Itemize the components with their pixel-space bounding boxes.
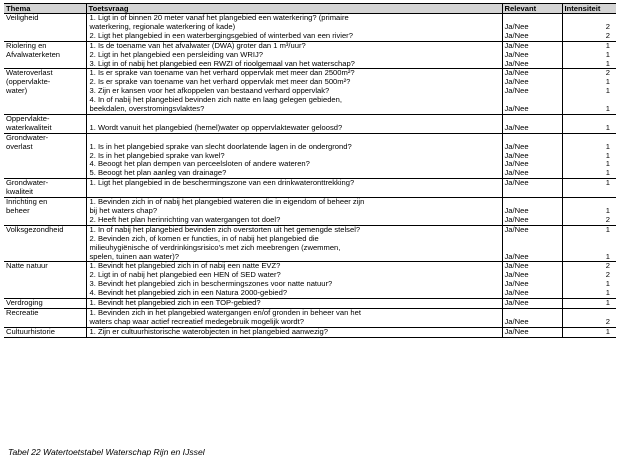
- thema-cell: [4, 198, 86, 226]
- intensiteit-value: 1: [605, 288, 610, 298]
- relevant-cell: [502, 179, 562, 198]
- thema-label: Recreatie: [6, 307, 39, 317]
- relevant-cell: [502, 299, 562, 309]
- thema-label: (oppervlakte-: [6, 77, 51, 87]
- table-caption: Tabel 22 Watertoetstabel Waterschap Rijn en IJssel: [8, 447, 205, 457]
- relevant-cell: [502, 41, 562, 69]
- intensiteit-value: 2: [605, 214, 610, 224]
- question-line: 2. Is er sprake van toename van het verhard oppervlak met meer dan 500m²?: [89, 77, 351, 87]
- thema-label: Verdroging: [6, 298, 43, 308]
- blank-line: [565, 198, 611, 207]
- relevant-value: Ja/Nee: [504, 251, 529, 261]
- question-line: 4. Beoogt het plan dempen van perceelsloten of andere wateren?: [89, 159, 310, 169]
- intensiteit-value: 1: [605, 122, 610, 132]
- relevant-value: Ja/Nee: [504, 68, 529, 78]
- relevant-value: Ja/Nee: [504, 326, 529, 336]
- table-row: [4, 69, 616, 115]
- question-line: 2. Is in het plangebied sprake van kwel?: [89, 150, 225, 160]
- thema-label: waterkwaliteit: [6, 122, 52, 132]
- blank-line: [565, 14, 611, 23]
- question-line: 2. Ligt in of nabij het plangebied een HEN of SED water?: [89, 270, 281, 280]
- thema-label: Oppervlakte-: [6, 113, 50, 123]
- header-intensiteit: Intensiteit: [562, 4, 616, 14]
- thema-label: Inrichting en: [6, 197, 48, 207]
- relevant-value: Ja/Nee: [504, 224, 529, 234]
- table-row: [4, 14, 616, 42]
- relevant-cell: [502, 308, 562, 327]
- intensiteit-cell: [562, 225, 616, 262]
- intensiteit-cell: [562, 114, 616, 133]
- table-row: [4, 225, 616, 262]
- toetsvraag-cell: [86, 308, 502, 327]
- relevant-value: Ja/Nee: [504, 261, 529, 271]
- toetsvraag-cell: [86, 69, 502, 115]
- relevant-value: Ja/Nee: [504, 21, 529, 31]
- intensiteit-value: 1: [605, 86, 610, 96]
- intensiteit-value: 1: [605, 104, 610, 114]
- header-toetsvraag: Toetsvraag: [86, 4, 502, 14]
- thema-cell: [4, 14, 86, 42]
- blank-line: [505, 235, 560, 244]
- toetsvraag-cell: [86, 179, 502, 198]
- intensiteit-cell: [562, 133, 616, 179]
- thema-label: Natte natuur: [6, 261, 48, 271]
- intensiteit-value: 1: [605, 77, 610, 87]
- toetsvraag-cell: [86, 225, 502, 262]
- thema-label: kwaliteit: [6, 187, 34, 197]
- intensiteit-value: 2: [605, 316, 610, 326]
- relevant-cell: [502, 327, 562, 337]
- question-line: waters chap waar actief recreatief medegebruik mogelijk wordt?: [89, 316, 304, 326]
- table-row: [4, 114, 616, 133]
- intensiteit-value: 1: [605, 298, 610, 308]
- thema-label: Grondwater-: [6, 178, 49, 188]
- intensiteit-cell: [562, 41, 616, 69]
- question-line: 5. Beoogt het plan aanleg van drainage?: [89, 168, 227, 178]
- toetsvraag-cell: [86, 133, 502, 179]
- question-line: 1. Bevinden zich in het plangebied watergangen en/of gronden in beheer van het: [89, 307, 361, 317]
- document-page: [4, 3, 616, 457]
- thema-label: Grondwater-: [6, 132, 49, 142]
- relevant-value: Ja/Nee: [504, 122, 529, 132]
- thema-cell: [4, 299, 86, 309]
- relevant-value: Ja/Nee: [504, 40, 529, 50]
- question-line: 1. Is de toename van het afvalwater (DWA) groter dan 1 m³/uur?: [89, 40, 306, 50]
- toetsvraag-cell: [86, 114, 502, 133]
- intensiteit-value: 2: [605, 30, 610, 40]
- relevant-value: Ja/Nee: [504, 178, 529, 188]
- relevant-value: Ja/Nee: [504, 206, 529, 215]
- relevant-value: Ja/Nee: [504, 279, 529, 289]
- relevant-cell: [502, 69, 562, 115]
- question-line: 2. Heeft het plan herinrichting van watergangen tot doel?: [89, 214, 281, 224]
- question-line: beekdalen, overstromingsvlaktes?: [89, 104, 205, 114]
- relevant-cell: [502, 198, 562, 226]
- toetsvraag-cell: [86, 262, 502, 299]
- header-thema: Thema: [4, 4, 86, 14]
- intensiteit-cell: [562, 179, 616, 198]
- thema-cell: [4, 69, 86, 115]
- relevant-value: Ja/Nee: [504, 288, 529, 298]
- question-line: milieuhygiënische of verdrinkingsrisico's met zich meebrengen (zwemmen,: [89, 242, 341, 252]
- intensiteit-value: 1: [605, 159, 610, 169]
- relevant-value: Ja/Nee: [504, 141, 529, 151]
- thema-cell: [4, 262, 86, 299]
- relevant-value: Ja/Nee: [504, 86, 529, 96]
- question-line: 1. Bevindt het plangebied zich in een TOP-gebied?: [89, 298, 261, 308]
- intensiteit-cell: [562, 327, 616, 337]
- relevant-value: Ja/Nee: [504, 77, 529, 87]
- thema-label: Wateroverlast: [6, 68, 53, 78]
- toetsvraag-cell: [86, 299, 502, 309]
- relevant-value: Ja/Nee: [504, 30, 529, 40]
- intensiteit-cell: [562, 69, 616, 115]
- thema-cell: [4, 114, 86, 133]
- question-line: 1. Is er sprake van toename van het verhard oppervlak met meer dan 2500m²?: [89, 68, 355, 78]
- thema-label: beheer: [6, 206, 30, 216]
- thema-cell: [4, 308, 86, 327]
- intensiteit-value: 2: [605, 68, 610, 78]
- thema-label: Riolering en: [6, 40, 47, 50]
- relevant-value: Ja/Nee: [504, 298, 529, 308]
- table-row: [4, 198, 616, 226]
- table-row: [4, 133, 616, 179]
- intensiteit-value: 2: [605, 261, 610, 271]
- toetsvraag-cell: [86, 41, 502, 69]
- intensiteit-value: 1: [605, 168, 610, 178]
- table-body: [4, 14, 616, 338]
- intensiteit-value: 1: [605, 40, 610, 50]
- table-header-row: [4, 4, 616, 14]
- relevant-value: Ja/Nee: [504, 316, 529, 326]
- intensiteit-value: 1: [605, 224, 610, 234]
- intensiteit-value: 1: [605, 58, 610, 68]
- question-line: spelen, tuinen aan water)?: [89, 251, 179, 261]
- thema-cell: [4, 327, 86, 337]
- question-line: 1. Ligt in of binnen 20 meter vanaf het plangebied een waterkering? (primaire: [89, 13, 349, 22]
- intensiteit-cell: [562, 198, 616, 226]
- intensiteit-value: 1: [605, 141, 610, 151]
- relevant-cell: [502, 225, 562, 262]
- thema-cell: [4, 133, 86, 179]
- thema-label: overlast: [6, 141, 33, 151]
- toetsvraag-cell: [86, 198, 502, 226]
- table-row: [4, 41, 616, 69]
- thema-cell: [4, 225, 86, 262]
- header-relevant: Relevant: [502, 4, 562, 14]
- intensiteit-value: 1: [605, 178, 610, 188]
- question-line: 2. Bevinden zich, of komen er functies, in of nabij het plangebied die: [89, 233, 319, 243]
- blank-line: [565, 244, 611, 253]
- intensiteit-value: 1: [605, 206, 610, 215]
- table-row: [4, 299, 616, 309]
- toetsvraag-cell: [86, 327, 502, 337]
- intensiteit-cell: [562, 262, 616, 299]
- intensiteit-value: 1: [605, 326, 610, 336]
- table-row: [4, 308, 616, 327]
- question-line: 2. Ligt in het plangebied een persleiding van WRIJ?: [89, 49, 264, 59]
- intensiteit-value: 1: [605, 49, 610, 59]
- thema-label: Volksgezondheid: [6, 224, 64, 234]
- question-line: 3. Bevindt het plangebied zich in beschermingszones voor natte natuur?: [89, 279, 333, 289]
- intensiteit-cell: [562, 299, 616, 309]
- blank-line: [565, 309, 611, 318]
- thema-cell: [4, 41, 86, 69]
- question-line: 1. In of nabij het plangebied bevinden zich overstorten uit het gemengde stelsel?: [89, 224, 361, 234]
- table-row: [4, 327, 616, 337]
- thema-label: Veiligheid: [6, 13, 39, 22]
- intensiteit-cell: [562, 308, 616, 327]
- relevant-value: Ja/Nee: [504, 104, 529, 114]
- question-line: 1. Is in het plangebied sprake van slecht doorlatende lagen in de ondergrond?: [89, 141, 352, 151]
- intensiteit-cell: [562, 14, 616, 42]
- table-row: [4, 179, 616, 198]
- relevant-cell: [502, 114, 562, 133]
- thema-cell: [4, 179, 86, 198]
- intensiteit-value: 1: [605, 150, 610, 160]
- question-line: 3. Zijn er kansen voor het afkoppelen van bestaand verhard oppervlak?: [89, 86, 330, 96]
- watertoets-table: [4, 3, 616, 338]
- question-line: 2. Ligt het plangebied in een waterbergingsgebied of winterbed van een rivier?: [89, 30, 353, 40]
- relevant-cell: [502, 133, 562, 179]
- blank-line: [565, 134, 611, 143]
- blank-line: [565, 96, 611, 105]
- thema-label: Afvalwaterketen: [6, 49, 61, 59]
- relevant-value: Ja/Nee: [504, 159, 529, 169]
- thema-label: water): [6, 86, 28, 96]
- question-line: waterkering, regionale waterkering of kade): [89, 21, 236, 31]
- thema-label: Cultuurhistorie: [6, 326, 55, 336]
- relevant-cell: [502, 14, 562, 42]
- question-line: bij het waters chap?: [89, 206, 158, 216]
- question-line: 4. In of nabij het plangebied bevinden zich natte en laag gelegen gebieden,: [89, 95, 342, 105]
- blank-line: [565, 235, 611, 244]
- relevant-value: Ja/Nee: [504, 49, 529, 59]
- question-line: 1. Bevinden zich in of nabij het plangebied wateren die in eigendom of beheer zijn: [89, 197, 365, 207]
- relevant-value: Ja/Nee: [504, 168, 529, 178]
- question-line: 1. Wordt vanuit het plangebied (hemel)water op oppervlaktewater geloosd?: [89, 122, 343, 132]
- intensiteit-value: 2: [605, 21, 610, 31]
- relevant-value: Ja/Nee: [504, 214, 529, 224]
- question-line: 1. Bevindt het plangebied zich in of nabij een natte EVZ?: [89, 261, 281, 271]
- relevant-cell: [502, 262, 562, 299]
- intensiteit-value: 1: [605, 279, 610, 289]
- intensiteit-value: 1: [605, 251, 610, 261]
- relevant-value: Ja/Nee: [504, 58, 529, 68]
- relevant-value: Ja/Nee: [504, 150, 529, 160]
- toetsvraag-cell: [86, 14, 502, 42]
- question-line: 4. Bevindt het plangebied zich in een Natura 2000-gebied?: [89, 288, 288, 298]
- relevant-value: Ja/Nee: [504, 270, 529, 280]
- intensiteit-value: 2: [605, 270, 610, 280]
- blank-line: [565, 115, 611, 124]
- table-row: [4, 262, 616, 299]
- question-line: 1. Ligt het plangebied in de beschermingszone van een drinkwateronttrekking?: [89, 178, 355, 188]
- question-line: 1. Zijn er cultuurhistorische waterobjecten in het plangebied aanwezig?: [89, 326, 329, 336]
- question-line: 3. Ligt in of nabij het plangebied een RWZI of rioolgemaal van het waterschap?: [89, 58, 355, 68]
